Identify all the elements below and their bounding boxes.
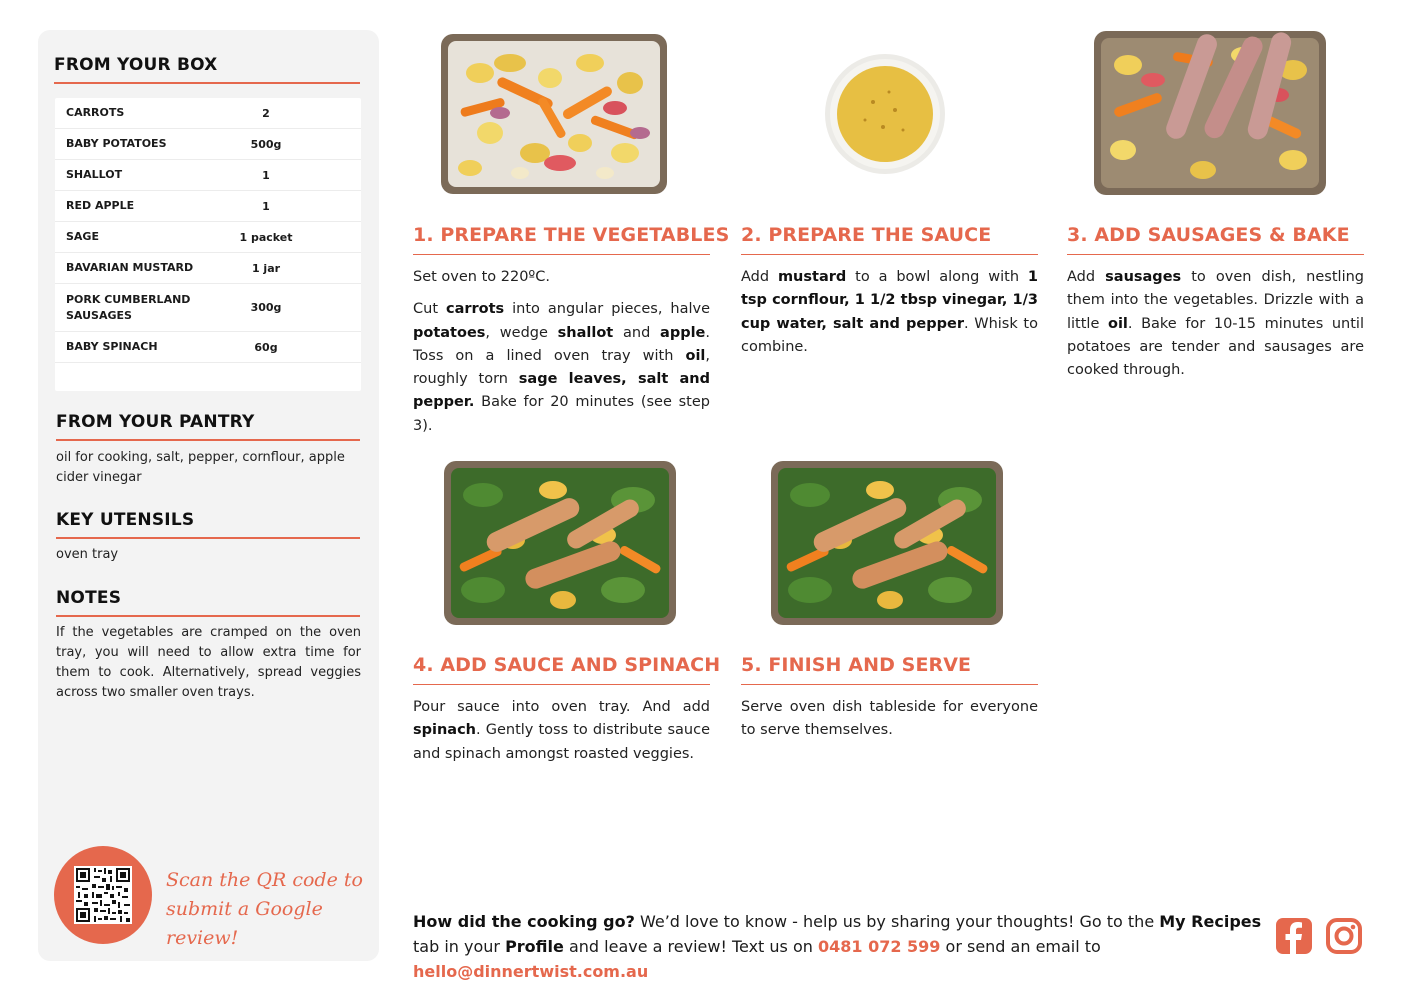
vegetables-tray-image	[440, 33, 668, 195]
feedback-footer: How did the cooking go? We’d love to know - help us by sharing your thoughts! Go to the My Recipes tab in your Profile and leave a review! Text us on 0481 072 599 or send an email to hello@dinnertwist.com.au	[413, 912, 1262, 981]
step-divider	[413, 254, 710, 255]
phone-link[interactable]: 0481 072 599	[817, 937, 941, 956]
ingredient-name: BAVARIAN MUSTARD	[66, 261, 194, 274]
step-3-text: Add sausages to oven dish, nestling them into the vegetables. Drizzle with a little oil. Bake for 10-15 minutes until potatoes are tender and sausages are cooked through.	[1067, 269, 1364, 379]
footer-question: How did the cooking go?	[413, 912, 635, 931]
ingredient-qty: 300g	[250, 301, 282, 314]
ingredients-table	[55, 98, 361, 391]
qr-caption-line1: Scan the QR code to	[166, 869, 363, 891]
step-divider	[741, 684, 1038, 685]
step-2-title: 2. PREPARE THE SAUCE	[741, 224, 992, 246]
step-4-body	[413, 696, 710, 775]
ingredient-qty: 1 packet	[239, 230, 293, 244]
ingredient-qty: 2	[262, 106, 270, 120]
table-row	[55, 284, 361, 332]
table-row	[55, 98, 361, 129]
step-divider	[1067, 254, 1364, 255]
table-row	[55, 253, 361, 284]
email-link[interactable]: hello@dinnertwist.com.au	[413, 962, 649, 981]
step-divider	[413, 684, 710, 685]
step-1-body	[413, 266, 710, 447]
pantry-text: oil for cooking, salt, pepper, cornflour, apple cider vinegar	[56, 450, 345, 485]
table-row	[55, 222, 361, 253]
step-2-text: Add mustard to a bowl along with 1 tsp cornflour, 1 1/2 tbsp vinegar, 1/3 cup water, salt and pepper. Whisk to combine.	[741, 269, 1038, 355]
step-2-body	[741, 266, 1038, 368]
table-row	[55, 191, 361, 222]
from-your-pantry-heading: FROM YOUR PANTRY	[56, 412, 255, 432]
table-row	[55, 129, 361, 160]
heading-divider	[54, 82, 360, 84]
profile-label: Profile	[505, 937, 564, 956]
utensils-text: oven tray	[56, 547, 119, 562]
step-1-text-2: Cut carrots into angular pieces, halve potatoes, wedge shallot and apple. Toss on a lined oven tray with oil, roughly torn sage leaves, salt and pepper. Bake for 20 minutes (see step 3).	[413, 301, 710, 434]
step-5-text: Serve oven dish tableside for everyone to serve themselves.	[741, 699, 1038, 739]
notes-heading: NOTES	[56, 588, 122, 608]
step-4-text: Pour sauce into oven tray. And add spinach. Gently toss to distribute sauce and spinach amongst roasted veggies.	[413, 699, 710, 762]
sausages-tray-image	[1093, 30, 1327, 196]
ingredient-name: BABY SPINACH	[66, 340, 158, 353]
ingredient-qty: 60g	[254, 340, 278, 354]
ingredient-name: BABY POTATOES	[66, 137, 167, 150]
qr-badge	[54, 846, 152, 944]
ingredient-name: CARROTS	[66, 106, 125, 119]
facebook-icon[interactable]	[1275, 917, 1313, 955]
ingredient-qty: 500g	[250, 137, 282, 151]
step-5-body	[741, 696, 1038, 752]
qr-code-icon[interactable]	[74, 866, 132, 924]
heading-divider	[56, 615, 360, 617]
step-3-body	[1067, 266, 1364, 391]
ingredient-qty: 1 jar	[251, 261, 281, 275]
ingredient-name: SHALLOT	[66, 168, 123, 181]
my-recipes-tab-label: My Recipes	[1159, 912, 1262, 931]
ingredient-name: RED APPLE	[66, 199, 135, 212]
qr-caption-line2: submit a Google review!	[166, 898, 323, 949]
ingredient-name: SAGE	[66, 230, 99, 243]
qr-caption	[166, 866, 366, 953]
heading-divider	[56, 439, 360, 441]
sidebar-panel	[38, 30, 379, 961]
step-4-title: 4. ADD SAUCE AND SPINACH	[413, 654, 721, 676]
spinach-tray-image	[443, 460, 677, 626]
step-3-title: 3. ADD SAUSAGES & BAKE	[1067, 224, 1350, 246]
instagram-icon[interactable]	[1325, 917, 1363, 955]
key-utensils-heading: KEY UTENSILS	[56, 510, 195, 530]
finished-tray-image	[770, 460, 1004, 626]
table-row	[55, 160, 361, 191]
notes-text: If the vegetables are cramped on the oven tray, you will need to allow extra time for them to cook. Alternatively, spread veggies across two smaller oven trays.	[56, 625, 361, 700]
step-5-title: 5. FINISH AND SERVE	[741, 654, 972, 676]
step-1-title: 1. PREPARE THE VEGETABLES	[413, 224, 730, 246]
heading-divider	[56, 537, 360, 539]
ingredient-qty: 1	[262, 168, 270, 182]
from-your-box-heading: FROM YOUR BOX	[54, 55, 218, 75]
table-row	[55, 332, 361, 363]
ingredient-qty: 1	[262, 199, 270, 213]
step-1-text-1: Set oven to 220ºC.	[413, 269, 550, 285]
step-divider	[741, 254, 1038, 255]
ingredient-name: PORK CUMBERLAND SAUSAGES	[66, 292, 191, 322]
sauce-bowl-image	[823, 52, 947, 176]
